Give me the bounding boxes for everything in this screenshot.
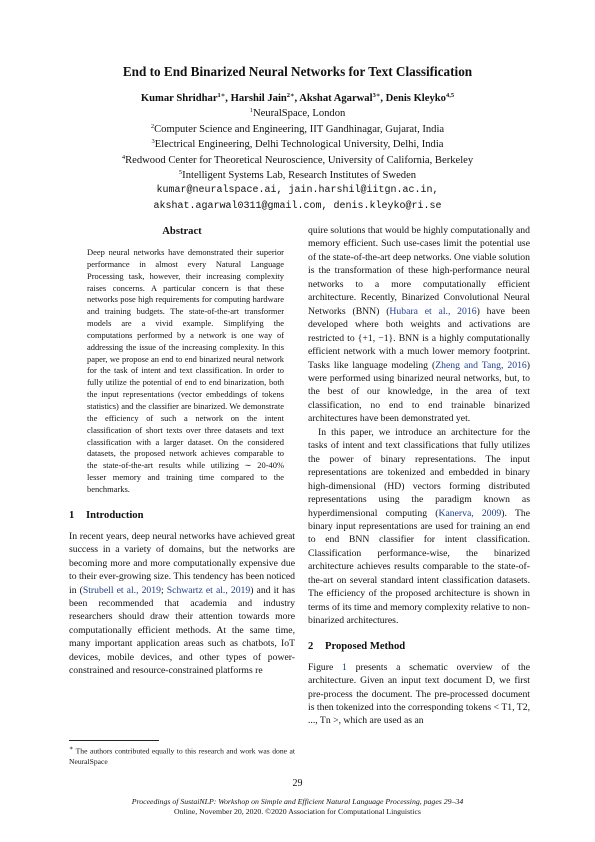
intro-paragraph: In recent years, deep neural networks have achieved great success in a variety of domains, but the networks are becoming more and more computationally expensive due to their ever-growing size. This tendency has been noticed in (Strubell et al., 2019; Schwartz et al., 2019) and it has been recommended that academia and industry researchers should draw their attention towards more computationally efficient methods. At the same time, many important application areas such as chatbots, IoT devices, mobile devices, and other types of power-constrained and resource-constrained platforms re [69, 530, 295, 677]
footnote-text: The authors contributed equally to this research and work was done at NeuralSpace [69, 746, 295, 766]
footnote [69, 740, 295, 767]
author-block [40, 91, 555, 214]
author-4: Denis Kleyko [385, 93, 446, 104]
affiliation-4: $^4$Redwood Center for Theoretical Neuroscience, University of California, Berkeley [121, 153, 474, 166]
method-paragraph: Figure 1 presents a schematic overview of the architecture. Given an input text document D, we first pre-process the document. The pre-processed document is then tokenized into the corresponding tokens < T1, T2, ..., Tn >, which are used as an [308, 661, 530, 727]
footnote-mark: ∗ [69, 745, 74, 752]
proceedings-line-1: Proceedings of SustaiNLP: Workshop on Simple and Efficient Natural Language Processing, pages 29–34 [131, 797, 464, 806]
affiliation-5: $^5$Intelligent Systems Lab, Research Institutes of Sweden [178, 169, 417, 182]
citation-schwartz[interactable]: Schwartz et al., 2019 [166, 584, 251, 596]
author-emails-line-1: kumar@neuralspace.ai, jain.harshil@iitgn.ac.in, [156, 185, 439, 197]
section-heading-proposed-method: 2 Proposed Method [308, 640, 406, 652]
affiliation-1: $^1$NeuralSpace, London [249, 107, 346, 120]
author-2: Harshil Jain [230, 93, 287, 104]
footnote-rule [69, 740, 159, 741]
proceedings-line-2: Online, November 20, 2020. ©2020 Association for Computational Linguistics [174, 807, 421, 816]
citation-hubara[interactable]: Hubara et al., 2016 [389, 305, 477, 317]
affiliation-2: $^2$Computer Science and Engineering, IIT Gandhinagar, Gujarat, India [150, 122, 445, 135]
figure-reference[interactable]: 1 [342, 661, 347, 673]
proceedings-footer [0, 797, 595, 817]
intro-paragraph-continued: quire solutions that would be highly computationally and memory efficient. Such use-cases limit the potential use of the state-of-the-art deep networks. One viable solution is the transformation of these high-performance neural networks to a more computationally efficient architecture. Recently, Binarized Convolutional Neural Networks (BNN) (Hubara et al., 2016) have been developed where both weights and activations are restricted to {+1, −1}. BNN is a highly computationally efficient network with a much lower memory footprint. Tasks like language modeling (Zheng and Tang, 2016) were performed using binarized neural networks, but, to the best of our knowledge, in the area of text classification, no end to end trainable binarized architectures have been demonstrated yet. [308, 225, 530, 425]
author-1: Kumar Shridhar [140, 93, 218, 104]
left-column [69, 226, 295, 678]
citation-strubell[interactable]: Strubell et al., 2019 [82, 584, 161, 596]
paper-title: End to End Binarized Neural Networks for Text Classification [122, 64, 473, 79]
citation-kanerva[interactable]: Kanerva, 2009 [438, 507, 502, 519]
right-column [308, 224, 530, 728]
citation-zheng[interactable]: Zheng and Tang, 2016 [435, 359, 527, 371]
author-names: Kumar Shridhar$^{1∗}$, Harshil Jain$^{2∗}$, Akshat Agarwal$^{3∗}$, Denis Kleyko$^{4,5}$ [140, 92, 455, 104]
affiliation-3: $^3$Electrical Engineering, Delhi Technological University, Delhi, India [151, 138, 444, 151]
abstract-heading: Abstract [162, 226, 202, 237]
page-number: 29 [292, 778, 303, 789]
abstract-text: Deep neural networks have demonstrated their superior performance in almost every Natural Language Processing task, however, their increasing complexity raises concerns. A particular concern is that these networks pose high requirements for computing hardware and training budgets. The state-of-the-art transformer models are a vivid example. Simplifying the computations performed by a network is one way of addressing the issue of the increasing complexity. In this paper, we propose an end to end binarized neural network for the task of intent and text classification. In order to fully utilize the potential of end to end binarization, both the input representations (vector embeddings of tokens statistics) and the classifier are binarized. We demonstrate the efficiency of such a network on the intent classification of short texts over three datasets and text classification with a larger dataset. On the considered datasets, the proposed network achieves comparable to the state-of-the-art results while utilizing ∼ 20-40% lesser memory and training time compared to the benchmarks. [87, 247, 284, 494]
author-3: Akshat Agarwal [299, 93, 373, 104]
author-emails-line-2: akshat.agarwal0311@gmail.com, denis.kleyko@ri.se [153, 200, 442, 212]
section-heading-introduction: 1 Introduction [69, 509, 144, 521]
intro-paragraph-2: In this paper, we introduce an architecture for the tasks of intent and text classifications that fully utilizes the power of binary representations. The input representations are tokenized and embedded in binary high-dimensional (HD) vectors forming distributed representations using the paradigm known as hyperdimensional computing (Kanerva, 2009). The binary input representations are used for training an end to end BNN classifier for intent classification. Classification performance-wise, the binarized architecture achieves results comparable to the state-of-the-art on several standard intent classification datasets. The efficiency of the proposed architecture is shown in terms of its time and memory complexity relative to non-binarized architectures. [308, 426, 531, 627]
